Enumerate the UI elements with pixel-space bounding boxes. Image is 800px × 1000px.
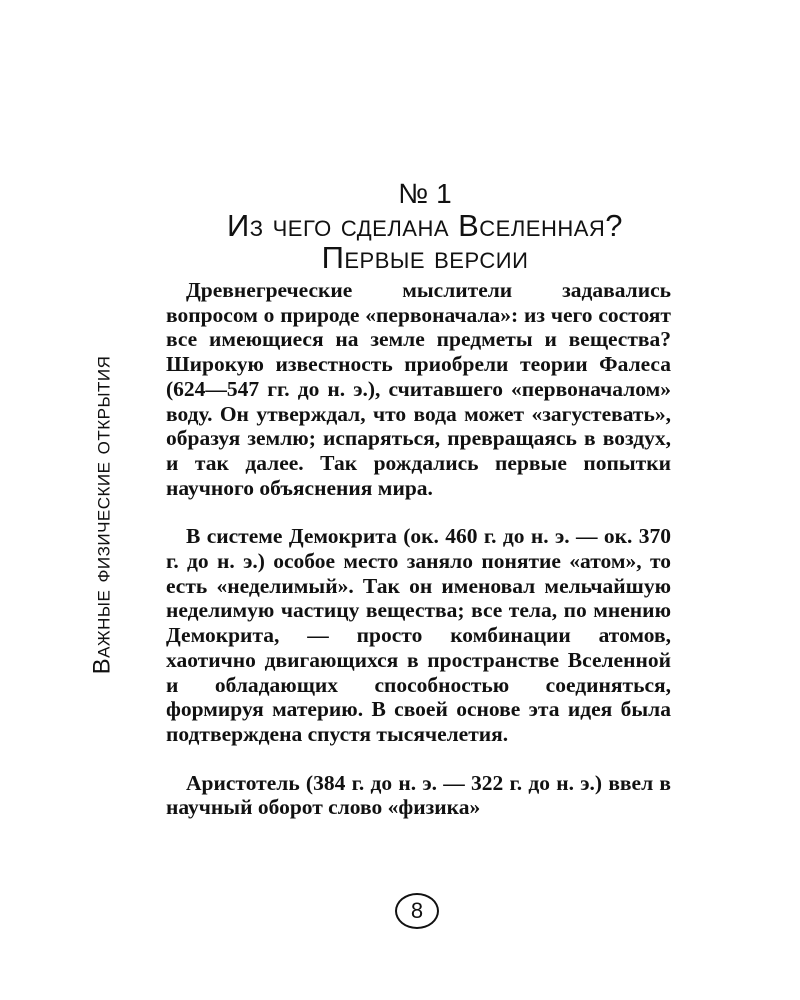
- page-number: 8: [395, 893, 439, 929]
- chapter-number: № 1: [398, 178, 452, 209]
- paragraph-1: Древнегреческие мыслители задавались вопросом о природе «первоначала»: из чего состоят все имеющиеся на земле предметы и вещества? Широкую известность приобрели теории Фалеса (624—547 гг. до н. э.), считавшего «первоначалом» воду. Он утверждал, что вода может «загустевать», образуя землю; испаряться, превращаясь в воздух, и так далее. Так рождались первые попытки научного объяснения мира.: [166, 278, 671, 500]
- running-head-text: Важные физические открытия: [88, 355, 116, 675]
- paragraph-2: В системе Демокрита (ок. 460 г. до н. э. — ок. 370 г. до н. э.) особое место заняло понятие «атом», то есть «неделимый». Так он именовал мельчайшую неделимую частицу вещества; все тела, по мнению Демокрита, — просто комбинации атомов, хаотично двигающихся в пространстве Вселенной и обладающих способностью соединяться, формируя материю. В своей основе эта идея была подтверждена спустя тысячелетия.: [166, 524, 671, 746]
- chapter-title-line2: Первые версии: [321, 240, 529, 275]
- chapter-heading: [160, 178, 690, 274]
- running-head: [82, 345, 122, 685]
- paragraph-3: Аристотель (384 г. до н. э. — 322 г. до н. э.) ввел в научный оборот слово «физика»: [166, 770, 671, 820]
- body-text: [166, 278, 671, 820]
- chapter-title-line1: Из чего сделана Вселенная?: [226, 208, 624, 243]
